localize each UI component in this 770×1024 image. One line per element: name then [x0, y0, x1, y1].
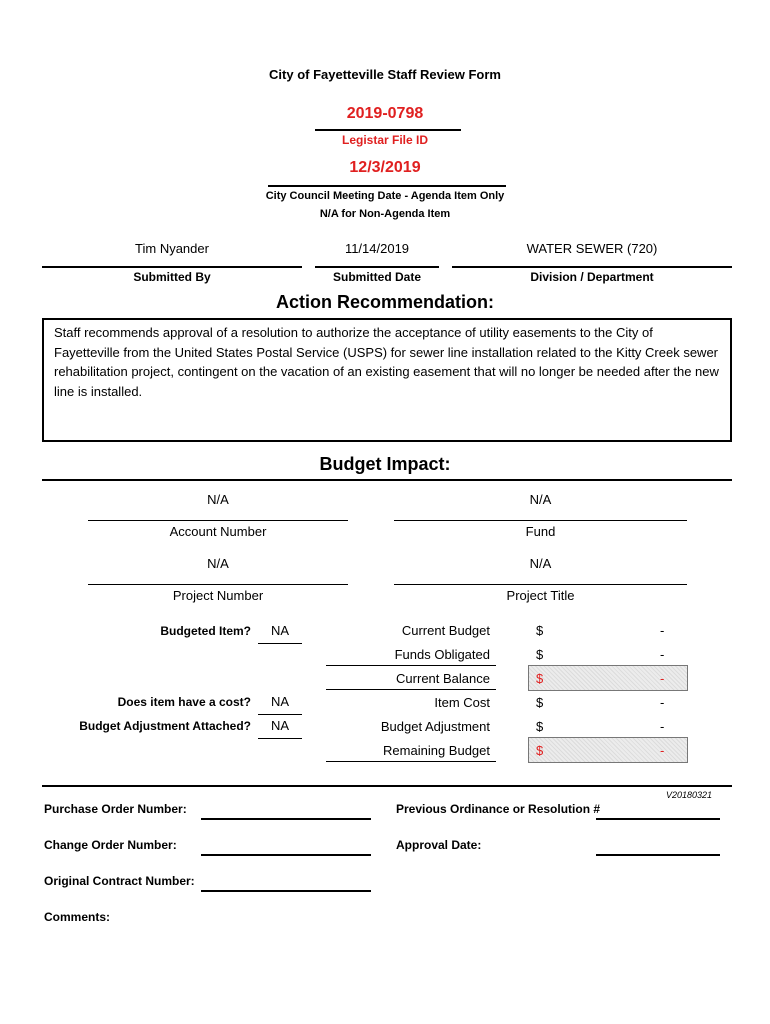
current-budget-currency: $ — [536, 623, 544, 638]
legistar-underline — [315, 129, 461, 131]
fund-underline — [394, 520, 687, 521]
division-label: Division / Department — [530, 270, 654, 284]
adjustment-attached-label: Budget Adjustment Attached? — [79, 719, 251, 733]
current-balance-currency: $ — [536, 671, 544, 686]
meeting-date-value: 12/3/2019 — [349, 159, 421, 176]
funds-obligated-underline — [326, 665, 496, 666]
budget-adjustment-label: Budget Adjustment — [380, 719, 490, 734]
submitted-date-underline — [315, 266, 439, 268]
budgeted-item-underline — [258, 643, 302, 644]
fund-value: N/A — [529, 492, 552, 507]
has-cost-value: NA — [270, 694, 290, 709]
account-number-value: N/A — [207, 492, 229, 507]
project-title-label: Project Title — [506, 588, 575, 603]
adjustment-attached-underline — [258, 738, 302, 739]
form-version: V20180321 — [665, 790, 712, 800]
non-agenda-label: N/A for Non-Agenda Item — [319, 208, 451, 220]
project-title-value: N/A — [529, 556, 552, 571]
action-recommendation-text: Staff recommends approval of a resolution to authorize the acceptance of utility easements to the City of Fayetteville from the United States Postal Service (USPS) for sewer line installation related to the Kitty Creek sewer rehabilitation project, contingent on the vacation of an existing easement that will no longer be needed after the new line is installed. — [54, 325, 719, 399]
submitted-by-label: Submitted By — [133, 270, 211, 284]
current-balance-value: - — [660, 671, 665, 686]
original-contract-label: Original Contract Number: — [44, 874, 195, 888]
submitted-by-value: Tim Nyander — [135, 241, 209, 256]
purchase-order-field[interactable] — [201, 818, 371, 820]
budget-adjustment-value: - — [660, 719, 665, 734]
legistar-file-id-label: Legistar File ID — [341, 133, 429, 147]
change-order-field[interactable] — [201, 854, 371, 856]
submitted-by-underline — [42, 266, 302, 268]
remaining-budget-underline — [326, 761, 496, 762]
item-cost-currency: $ — [536, 695, 544, 710]
budget-impact-heading: Budget Impact: — [319, 454, 451, 474]
has-cost-underline — [258, 714, 302, 715]
remaining-budget-value: - — [660, 743, 665, 758]
funds-obligated-currency: $ — [536, 647, 544, 662]
project-title-underline — [394, 584, 687, 585]
approval-date-label: Approval Date: — [396, 838, 482, 852]
current-budget-label: Current Budget — [401, 623, 490, 638]
project-number-label: Project Number — [172, 588, 264, 603]
account-number-underline — [88, 520, 348, 521]
fund-label: Fund — [525, 524, 556, 539]
footer-rule — [42, 785, 732, 787]
approval-date-field[interactable] — [596, 854, 720, 856]
project-number-value: N/A — [207, 556, 229, 571]
purchase-order-label: Purchase Order Number: — [44, 802, 187, 816]
item-cost-value: - — [660, 695, 665, 710]
comments-label: Comments: — [44, 910, 111, 924]
meeting-date-label: City Council Meeting Date - Agenda Item Only — [265, 190, 505, 202]
adjustment-attached-value: NA — [270, 718, 290, 733]
action-recommendation-box — [42, 318, 732, 442]
form-title: City of Fayetteville Staff Review Form — [269, 67, 501, 82]
budgeted-item-value: NA — [270, 623, 290, 638]
budgeted-item-label: Budgeted Item? — [160, 624, 251, 638]
previous-ordinance-label: Previous Ordinance or Resolution # — [396, 802, 601, 816]
item-cost-label: Item Cost — [434, 695, 490, 710]
legistar-file-id-value: 2019-0798 — [346, 105, 424, 122]
budget-adjustment-currency: $ — [536, 719, 544, 734]
previous-ordinance-field[interactable] — [596, 818, 720, 820]
meeting-date-underline — [268, 185, 506, 187]
change-order-label: Change Order Number: — [44, 838, 177, 852]
remaining-budget-currency: $ — [536, 743, 544, 758]
has-cost-label: Does item have a cost? — [117, 695, 251, 709]
original-contract-field[interactable] — [201, 890, 371, 892]
current-balance-label: Current Balance — [396, 671, 490, 686]
current-balance-underline — [326, 689, 496, 690]
account-number-label: Account Number — [169, 524, 267, 539]
remaining-budget-label: Remaining Budget — [383, 743, 490, 758]
project-number-underline — [88, 584, 348, 585]
division-value: WATER SEWER (720) — [526, 241, 658, 256]
action-recommendation-heading: Action Recommendation: — [275, 292, 494, 312]
division-underline — [452, 266, 732, 268]
current-budget-value: - — [660, 623, 665, 638]
funds-obligated-value: - — [660, 647, 665, 662]
funds-obligated-label: Funds Obligated — [394, 647, 490, 662]
budget-impact-rule — [42, 479, 732, 481]
submitted-date-value: 11/14/2019 — [344, 241, 410, 256]
submitted-date-label: Submitted Date — [332, 270, 421, 284]
